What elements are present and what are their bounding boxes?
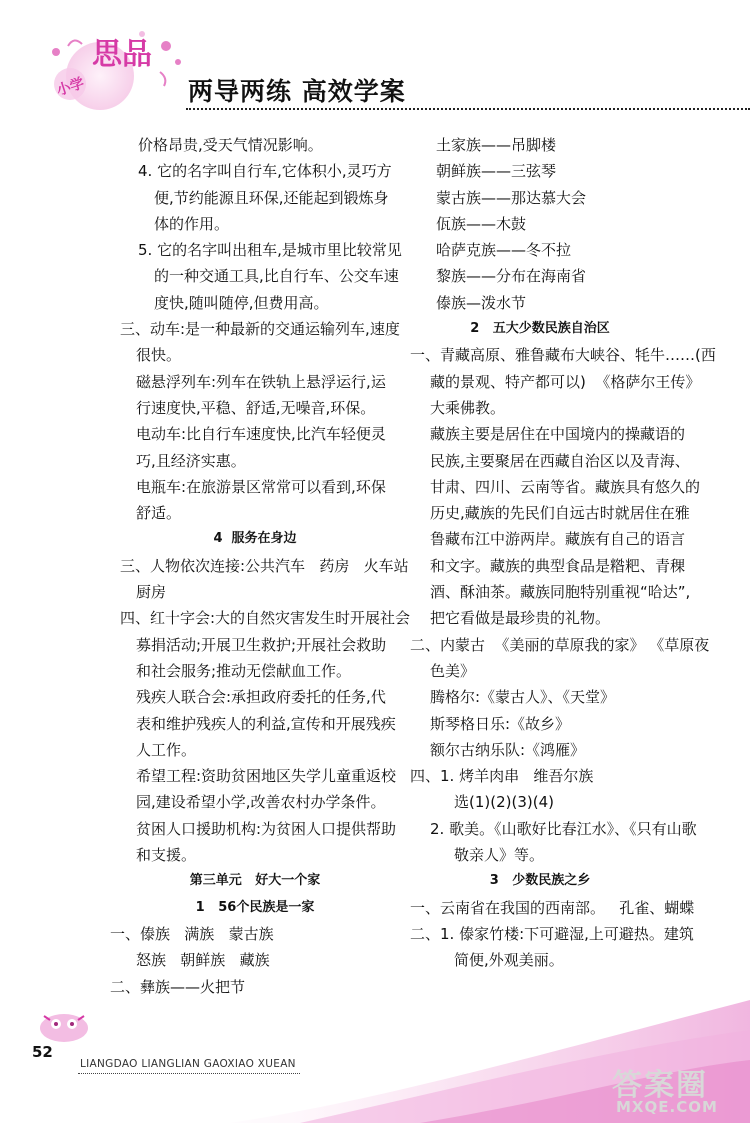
text-line: 巧,且经济实惠。 bbox=[136, 451, 246, 470]
text-line: 体的作用。 bbox=[154, 214, 230, 233]
text-line: 土家族——吊脚楼 bbox=[436, 136, 557, 154]
text-line: 民族,主要聚居在西藏自治区以及青海、 bbox=[430, 451, 690, 470]
text-line: 敬亲人》等。 bbox=[454, 846, 545, 865]
text-line: 朝鲜族——三弦琴 bbox=[436, 162, 557, 181]
section-heading: 3 少数民族之乡 bbox=[489, 873, 591, 889]
text-line: 磁悬浮列车:列车在铁轨上悬浮运行,运 bbox=[136, 372, 386, 391]
text-line: 很快。 bbox=[136, 346, 182, 365]
text-line: 表和维护残疾人的利益,宣传和开展残疾 bbox=[136, 714, 396, 733]
left-column bbox=[110, 132, 411, 1000]
text-line: 希望工程:资助贫困地区失学儿童重返校 bbox=[136, 767, 397, 786]
text-line: 贫困人口援助机构:为贫困人口提供帮助 bbox=[136, 819, 397, 838]
text-line: 电瓶车:在旅游景区常常可以看到,环保 bbox=[136, 477, 386, 496]
brand-grade: 小学 bbox=[54, 75, 87, 100]
text-line: 2. 歌美。《山歌好比春江水》、《只有山歌 bbox=[430, 819, 697, 838]
header-divider bbox=[186, 108, 750, 110]
page-header bbox=[0, 0, 750, 120]
text-line: 三、动车:是一种最新的交通运输列车,速度 bbox=[120, 320, 400, 339]
brand-logo-icon bbox=[48, 22, 188, 118]
page-number: 52 bbox=[32, 1043, 53, 1061]
text-line: 甘肃、四川、云南等省。藏族具有悠久的 bbox=[430, 477, 701, 496]
footer-divider bbox=[78, 1073, 300, 1074]
owl-mascot-icon bbox=[34, 1008, 94, 1044]
text-line: 厨房 bbox=[136, 583, 167, 602]
text-line: 5. 它的名字叫出租车,是城市里比较常见 bbox=[138, 241, 402, 260]
section-heading: 4 服务在身边 bbox=[213, 531, 297, 547]
watermark-text-top: 答案圈 bbox=[612, 1068, 708, 1103]
text-line: 一、青藏高原、雅鲁藏布大峡谷、牦牛……(西 bbox=[410, 346, 716, 365]
text-line: 行速度快,平稳、舒适,无噪音,环保。 bbox=[136, 398, 376, 417]
text-line: 二、彝族——火把节 bbox=[110, 977, 246, 996]
text-line: 和支援。 bbox=[136, 846, 197, 865]
text-line: 募捐活动;开展卫生救护;开展社会救助 bbox=[136, 635, 387, 654]
text-line: 度快,随叫随停,但费用高。 bbox=[154, 293, 329, 312]
text-line: 四、红十字会:大的自然灾害发生时开展社会 bbox=[120, 609, 411, 628]
text-line: 藏的景观、特产都可以) 《格萨尔王传》 bbox=[430, 372, 701, 391]
text-line: 选(1)(2)(3)(4) bbox=[454, 793, 554, 812]
text-line: 二、1. 傣家竹楼:下可避湿,上可避热。建筑 bbox=[410, 924, 694, 943]
text-line: 傣族—泼水节 bbox=[436, 293, 527, 312]
text-line: 腾格尔:《蒙古人》、《天堂》 bbox=[430, 688, 616, 707]
text-line: 人工作。 bbox=[136, 740, 197, 759]
text-line: 佤族——木鼓 bbox=[436, 214, 527, 233]
text-line: 酒、酥油茶。藏族同胞特别重视“哈达”, bbox=[430, 583, 691, 602]
text-line: 电动车:比自行车速度快,比汽车轻便灵 bbox=[136, 425, 386, 444]
text-line: 哈萨克族——冬不拉 bbox=[436, 241, 572, 260]
text-line: 额尔古纳乐队:《鸿雁》 bbox=[430, 740, 586, 759]
text-line: 便,节约能源且环保,还能起到锻炼身 bbox=[154, 188, 389, 207]
text-line: 藏族主要是居住在中国境内的操藏语的 bbox=[430, 425, 686, 444]
series-pinyin: LIANGDAO LIANGLIAN GAOXIAO XUEAN bbox=[80, 1058, 296, 1070]
text-line: 斯琴格日乐:《故乡》 bbox=[430, 714, 571, 733]
text-line: 四、1. 烤羊肉串 维吾尔族 bbox=[410, 767, 594, 786]
section-heading: 1 56个民族是一家 bbox=[195, 899, 315, 915]
section-heading: 第三单元 好大一个家 bbox=[189, 873, 321, 889]
text-line: 二、内蒙古 《美丽的草原我的家》 《草原夜 bbox=[410, 635, 710, 654]
section-heading: 2 五大少数民族自治区 bbox=[470, 321, 610, 337]
text-line: 鲁藏布江中游两岸。藏族有自己的语言 bbox=[430, 530, 686, 549]
text-line: 黎族——分布在海南省 bbox=[436, 267, 587, 286]
text-line: 怒族 朝鲜族 藏族 bbox=[136, 951, 270, 970]
text-line: 和社会服务;推动无偿献血工作。 bbox=[136, 661, 352, 680]
text-line: 价格昂贵,受天气情况影响。 bbox=[138, 136, 323, 154]
text-line: 一、云南省在我国的西南部。 孔雀、蝴蝶 bbox=[410, 898, 695, 917]
text-line: 三、人物依次连接:公共汽车 药房 火车站 bbox=[120, 556, 409, 575]
text-line: 和文字。藏族的典型食品是糌粑、青稞 bbox=[430, 556, 686, 575]
text-line: 的一种交通工具,比自行车、公交车速 bbox=[154, 267, 399, 286]
text-line: 简便,外观美丽。 bbox=[454, 951, 564, 970]
text-line: 4. 它的名字叫自行车,它体积小,灵巧方 bbox=[138, 162, 392, 181]
brand-name: 思品 bbox=[92, 37, 152, 72]
series-title: 两导两练 高效学案 bbox=[188, 77, 406, 106]
text-line: 色美》 bbox=[430, 661, 476, 680]
text-line: 残疾人联合会:承担政府委托的任务,代 bbox=[136, 688, 386, 707]
text-line: 蒙古族——那达慕大会 bbox=[436, 188, 587, 207]
watermark bbox=[612, 1060, 742, 1116]
text-line: 把它看做是最珍贵的礼物。 bbox=[430, 609, 611, 628]
text-line: 历史,藏族的先民们自远古时就居住在雅 bbox=[430, 504, 690, 523]
text-line: 大乘佛教。 bbox=[430, 398, 506, 417]
watermark-text-bottom: MXQE.COM bbox=[616, 1098, 718, 1116]
text-line: 园,建设希望小学,改善农村办学条件。 bbox=[136, 793, 386, 812]
text-line: 舒适。 bbox=[136, 504, 182, 523]
right-column bbox=[400, 132, 716, 974]
text-line: 一、傣族 满族 蒙古族 bbox=[110, 924, 274, 943]
